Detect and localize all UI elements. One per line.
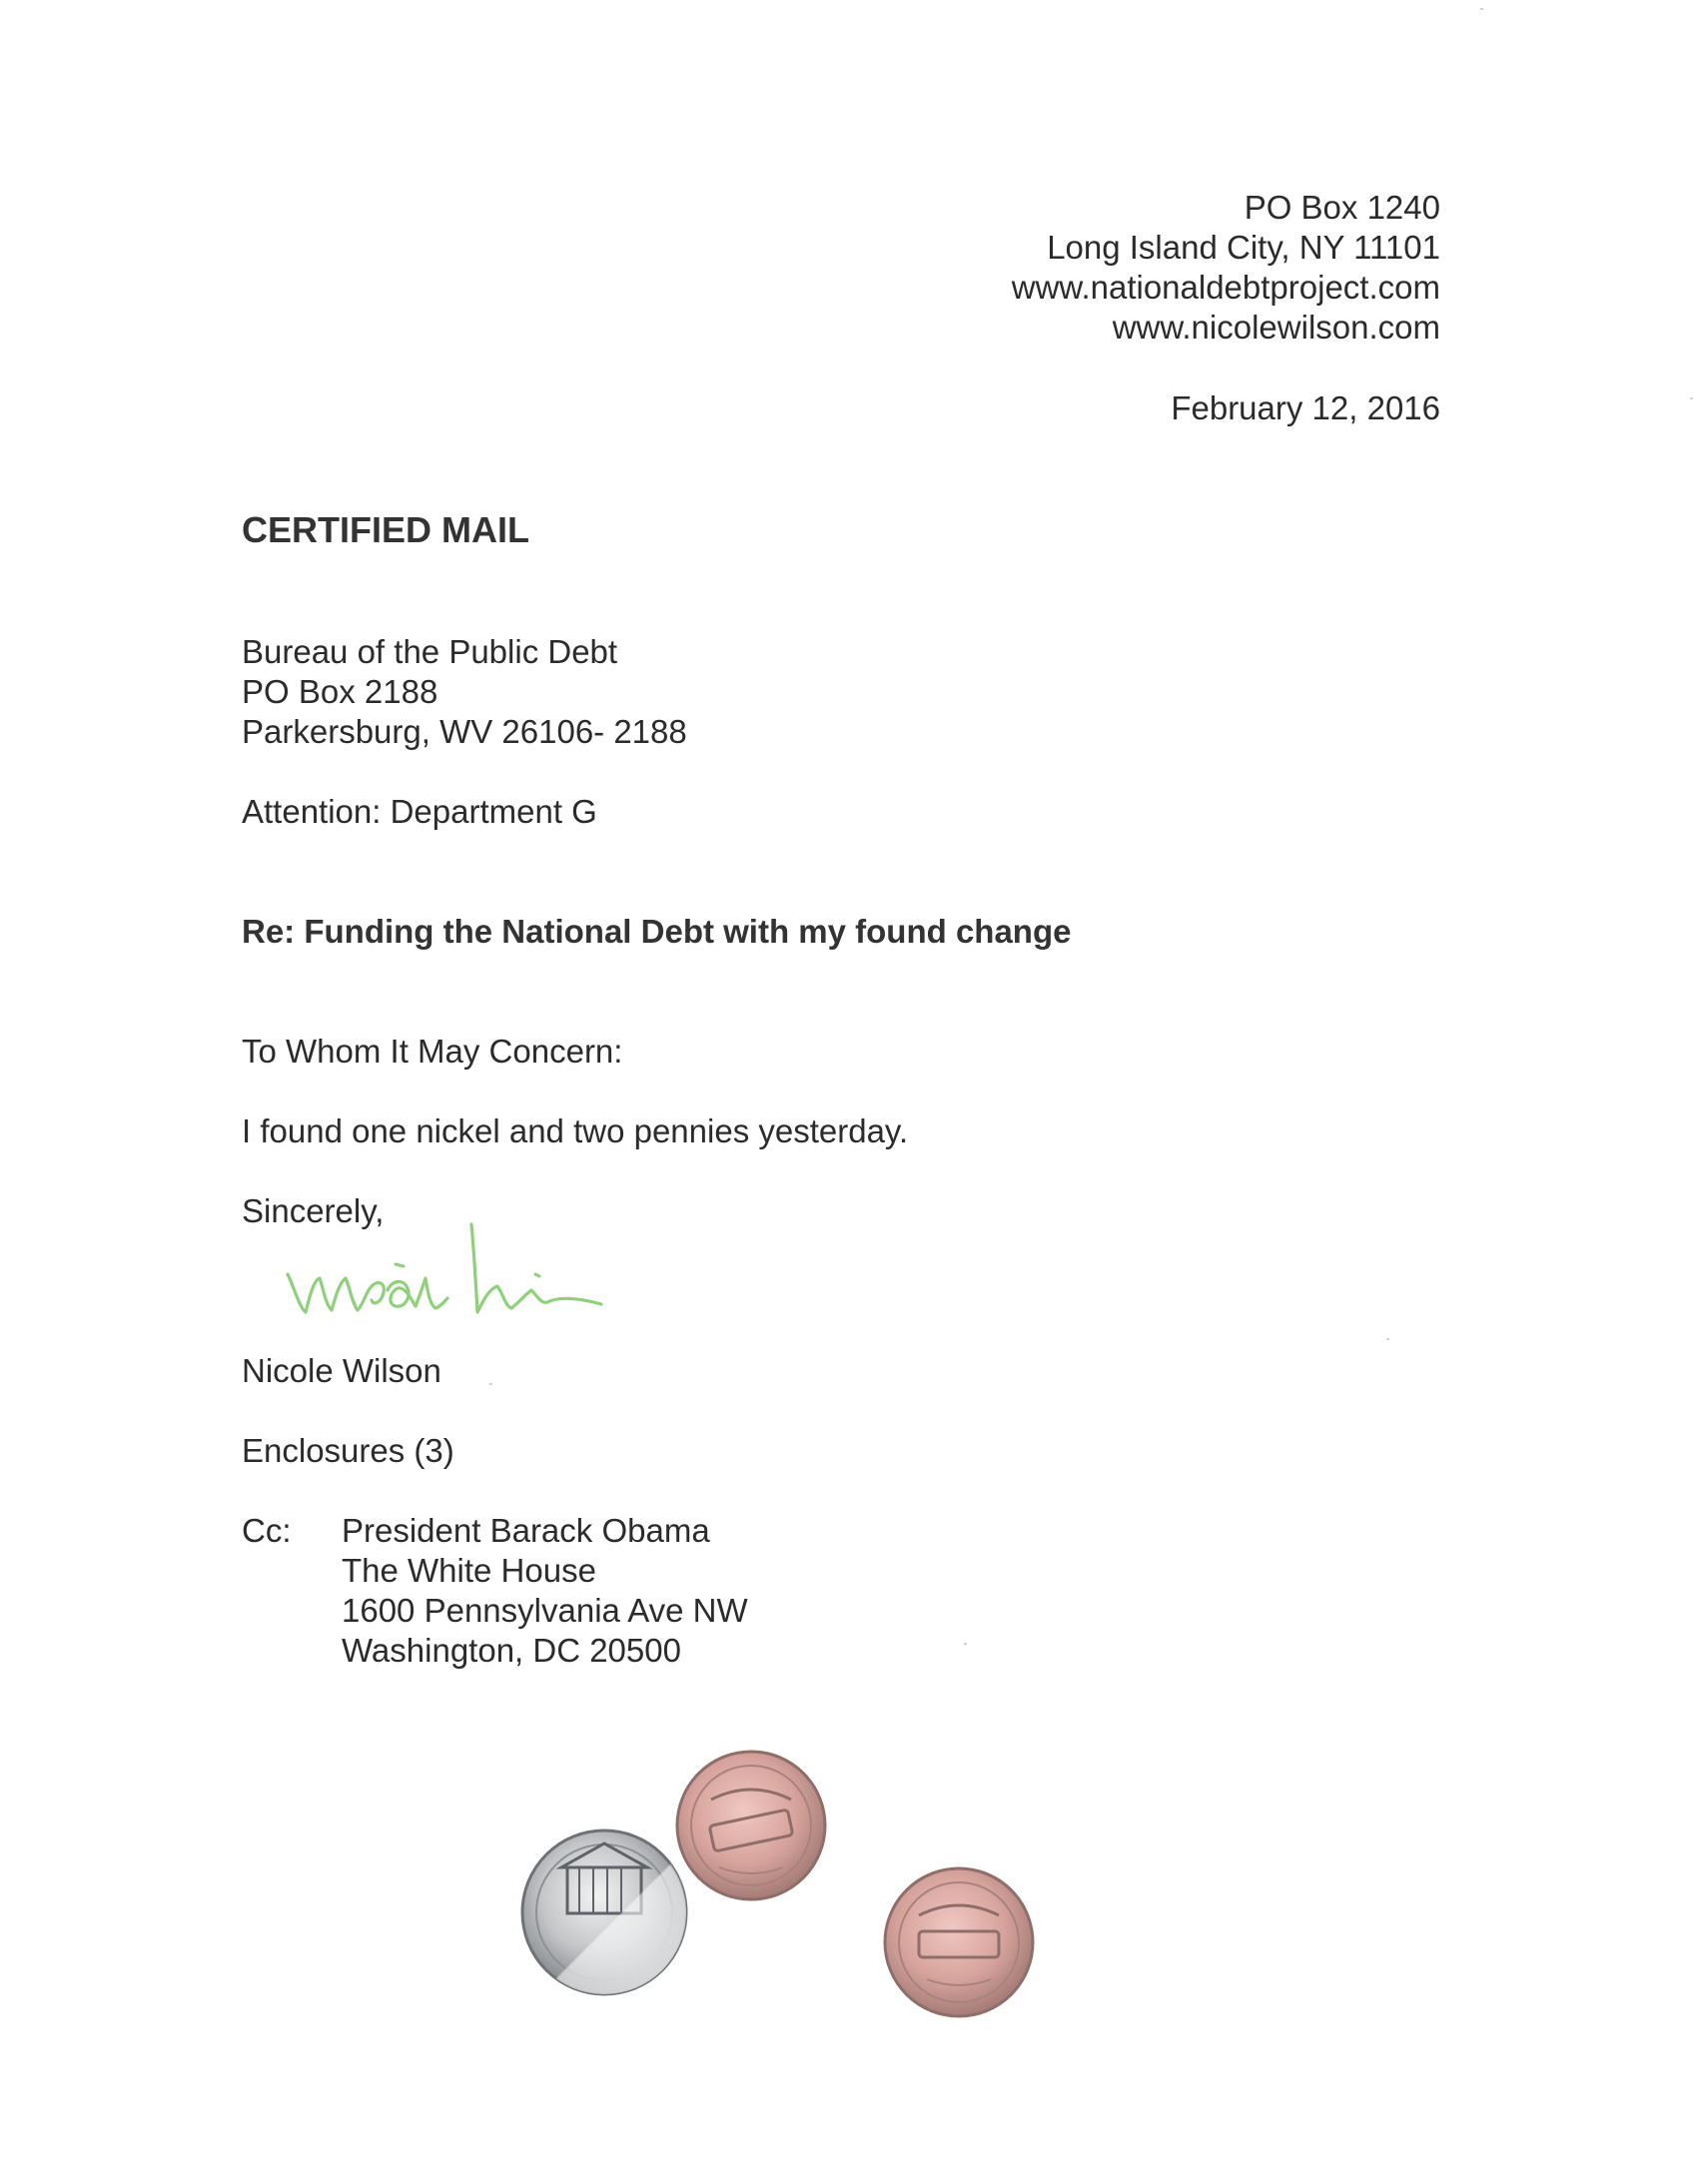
scan-speck [489,1383,492,1385]
scan-speck [1386,1338,1389,1340]
return-address-url: www.nationaldebtproject.com [1011,269,1440,306]
scan-speck [1480,8,1483,10]
enclosures-line: Enclosures (3) [242,1432,454,1469]
return-address-url: www.nicolewilson.com [1112,309,1440,346]
nickel-coin [522,1830,686,1994]
subject-line: Re: Funding the National Debt with my found change [242,913,1072,950]
return-address-line: PO Box 1240 [1244,189,1440,226]
cc-line: 1600 Pennsylvania Ave NW [342,1592,748,1629]
cc-line: President Barack Obama [342,1512,710,1549]
scan-speck [1690,397,1693,399]
cc-label: Cc: [242,1512,292,1549]
salutation: To Whom It May Concern: [242,1033,623,1070]
sender-name: Nicole Wilson [242,1352,441,1389]
penny-coin [885,1868,1033,2016]
closing: Sincerely, [242,1192,385,1229]
delivery-method: CERTIFIED MAIL [242,509,529,550]
signature [280,1216,659,1326]
attention-line: Attention: Department G [242,793,597,830]
scan-speck [964,1643,967,1645]
cc-line: The White House [342,1552,596,1589]
body-text: I found one nickel and two pennies yesterday. [242,1112,909,1149]
signature-stroke [388,1278,447,1308]
signature-stroke [288,1274,384,1312]
signature-stroke [471,1224,601,1312]
return-address-line: Long Island City, NY 11101 [1047,229,1440,266]
enclosed-coins [489,1718,1079,2057]
cc-line: Washington, DC 20500 [342,1632,681,1669]
recipient-line: PO Box 2188 [242,673,438,710]
recipient-line: Parkersburg, WV 26106- 2188 [242,713,687,750]
penny-coin [677,1752,825,1899]
signature-stroke [396,1264,404,1266]
letter-date: February 12, 2016 [1171,389,1440,426]
signature-stroke [535,1274,539,1276]
recipient-line: Bureau of the Public Debt [242,633,618,670]
